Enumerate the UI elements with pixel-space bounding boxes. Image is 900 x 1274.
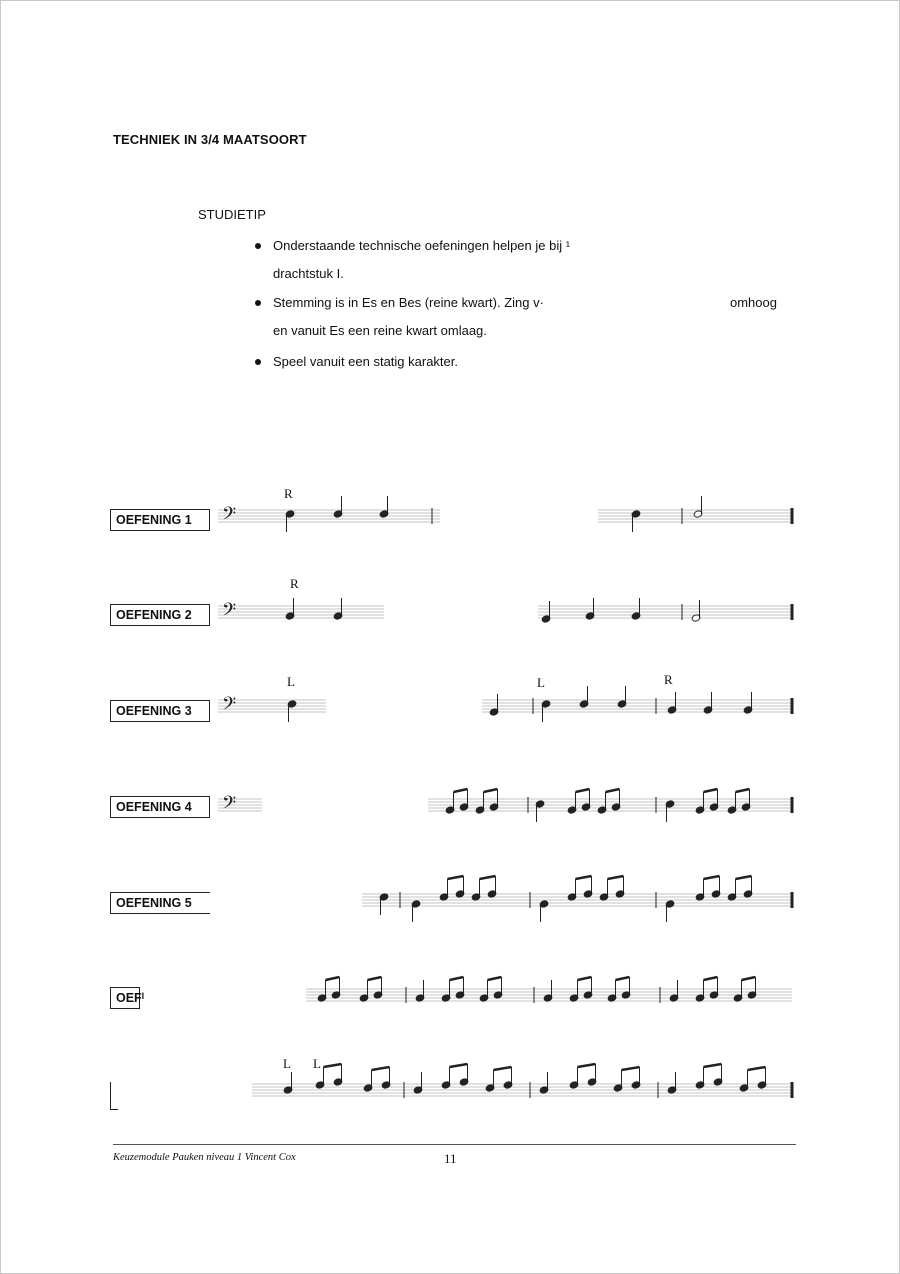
beam (448, 876, 464, 879)
tip-2-line-1-right: omhoog (730, 295, 777, 310)
beam (324, 1064, 342, 1067)
studietip-label: STUDIETIP (198, 207, 266, 222)
beam (578, 1064, 596, 1067)
tip-1-line-1: Onderstaande technische oefeningen helpen je bij ¹ (273, 238, 571, 253)
beam (368, 977, 382, 980)
exercise-label-4: OEFENING 4 (110, 796, 210, 818)
beam (704, 977, 718, 980)
beam (736, 876, 752, 879)
sticking-mark: R (284, 486, 293, 501)
beam (616, 977, 630, 980)
beam (484, 789, 498, 792)
sticking-mark: R (290, 576, 299, 591)
sticking-mark: L (313, 1056, 321, 1071)
beam (704, 876, 720, 879)
beam (622, 1067, 640, 1070)
beam (372, 1067, 390, 1070)
tip-2-line-2: en vanuit Es een reine kwart omlaag. (273, 323, 487, 338)
beam (704, 789, 718, 792)
bass-clef: 𝄢 (222, 793, 237, 818)
beam (736, 789, 750, 792)
beam (742, 977, 756, 980)
section-heading: TECHNIEK IN 3/4 MAATSOORT (113, 132, 307, 147)
tip-2-line-1: Stemming is in Es en Bes (reine kwart). Zing v· (273, 295, 544, 310)
beam (488, 977, 502, 980)
bass-clef: 𝄢 (222, 694, 237, 719)
beam (576, 876, 592, 879)
beam (450, 977, 464, 980)
beam (450, 1064, 468, 1067)
exercise-label-3: OEFENING 3 (110, 700, 210, 722)
beam (608, 876, 624, 879)
beam (704, 1064, 722, 1067)
beam (480, 876, 496, 879)
sticking-mark: L (287, 674, 295, 689)
footer-rule (113, 1144, 796, 1145)
beam (748, 1067, 766, 1070)
sticking-mark: L (537, 675, 545, 690)
sticking-mark: L (283, 1056, 291, 1071)
tip-1-line-2: drachtstuk I. (273, 266, 344, 281)
exercise-label-5: OEFENING 5 (110, 892, 210, 914)
beam (578, 977, 592, 980)
bass-clef: 𝄢 (222, 600, 237, 625)
footer-credit: Keuzemodule Pauken niveau 1 Vincent Cox (113, 1152, 296, 1163)
sticking-mark: R (664, 672, 673, 687)
beam (454, 789, 468, 792)
exercise-label-2: OEFENING 2 (110, 604, 210, 626)
tip-3-line-1: Speel vanuit een statig karakter. (273, 354, 459, 369)
beam (606, 789, 620, 792)
page-number: 11 (444, 1151, 457, 1166)
beam (326, 977, 340, 980)
exercise-label-6: OEFᴵ (110, 987, 140, 1009)
beam (576, 789, 590, 792)
exercise-label-1: OEFENING 1 (110, 509, 210, 531)
bass-clef: 𝄢 (222, 504, 237, 529)
beam (494, 1067, 512, 1070)
